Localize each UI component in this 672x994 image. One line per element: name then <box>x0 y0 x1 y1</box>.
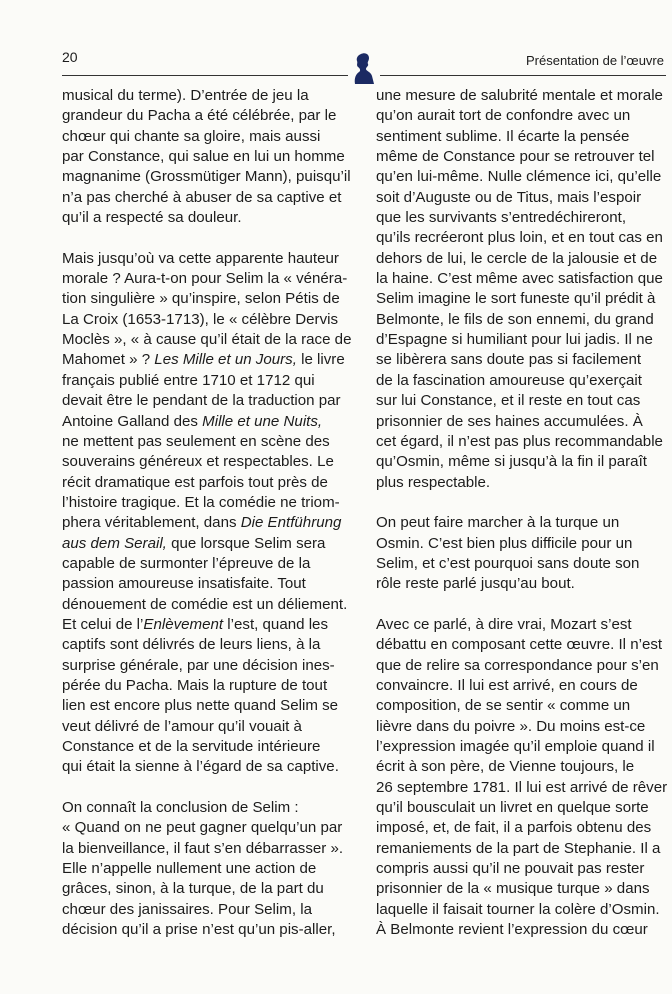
left-column-text-line <box>62 513 354 533</box>
left-column-text-line: qu’il a respecté sa douleur. <box>62 209 242 227</box>
italic-title: Mille et une Nuits, <box>202 412 323 430</box>
right-column-text-line: sur lui Constance, et il reste en tout cas <box>376 392 641 410</box>
left-column-text-line: passion amoureuse insatisfaite. Tout <box>62 575 306 593</box>
right-column-text-line: qu’Osmin, même si jusqu’à la fin il paraît <box>376 453 647 471</box>
right-column-text-line: composition, de se sentir « comme un <box>376 697 631 715</box>
right-column-text-line: se libèrera sans doute pas si facilement <box>376 351 642 369</box>
right-column-text-line: qu’il bousculait un livret en quelque sorte <box>376 799 649 817</box>
right-column-text-line: convaincre. Il lui est arrivé, en cours de <box>376 676 638 694</box>
right-column-text-line: À Belmonte revient l’expression du cœur <box>376 921 648 939</box>
right-column-text-line: prisonnier de ses haines accumulées. À <box>376 412 643 430</box>
left-column-text-line: surprise générale, par une décision ines- <box>62 656 335 674</box>
right-column-text-line: Avec ce parlé, à dire vrai, Mozart s’est <box>376 615 632 633</box>
right-column-text-line: écrit à son père, de Vienne toujours, le <box>376 758 635 776</box>
text-run: Antoine Galland des <box>62 412 203 430</box>
left-column-text-line: capable de surmonter l’épreuve de la <box>62 554 311 572</box>
right-column-text-line: sentiment sublime. Il écarte la pensée <box>376 127 630 145</box>
right-column-text-line: qu’ils recréeront plus loin, et en tout cas en <box>376 229 663 247</box>
left-column-text-line: La Croix (1653-1713), le « célèbre Dervis <box>62 310 339 328</box>
left-column-text-line <box>62 615 354 635</box>
running-head: Présentation de l’œuvre <box>525 53 664 68</box>
left-column-text-line: magnanime (Grossmütiger Mann), puisqu’il <box>62 168 351 186</box>
text-run: l’est, quand les <box>223 615 328 633</box>
right-column-text-line: débattu en composant cette œuvre. Il n’est <box>376 636 663 654</box>
right-column-text-line: que de relire sa correspondance pour s’en <box>376 656 659 674</box>
left-column-text-line: Mais jusqu’où va cette apparente hauteur <box>62 249 339 267</box>
right-column-text-line: 26 septembre 1781. Il lui est arrivé de rêver <box>376 778 668 796</box>
left-column-text-line: captifs sont délivrés de leurs liens, à la <box>62 636 321 654</box>
left-column-text-line: morale ? Aura-t-on pour Selim la « vénéra- <box>62 270 348 288</box>
left-column-text-line: veut délivré de l’amour qu’il vouait à <box>62 717 302 735</box>
publisher-bust-logo-icon <box>352 52 376 86</box>
left-column-text-line: dénouement de comédie est un déliement. <box>62 595 348 613</box>
right-column-text-line: la haine. C’est même avec satisfaction que <box>376 270 663 288</box>
left-column-text-line: qui était la sienne à l’égard de sa captive. <box>62 758 339 776</box>
right-column-text-line: de la fascination amoureuse qu’exerçait <box>376 371 642 389</box>
italic-title: Les Mille et un Jours, <box>154 351 297 369</box>
right-column-text-line: soit d’Auguste ou de Titus, mais l’espoir <box>376 188 642 206</box>
left-column-text-line: tion singulière » qu’inspire, selon Pétis de <box>62 290 340 308</box>
text-run: le livre <box>296 351 345 369</box>
text-run: Et celui de l’ <box>62 615 144 633</box>
right-column-text-line: compris aussi qu’il ne pouvait pas rester <box>376 860 645 878</box>
left-column-text-line: français publié entre 1710 et 1712 qui <box>62 371 315 389</box>
right-column-text-line: Belmonte, le fils de son ennemi, du grand <box>376 310 654 328</box>
left-column <box>62 86 354 940</box>
right-column-text-line: qu’en lui-même. Nulle clémence ici, qu’elle <box>376 168 662 186</box>
left-column-text-line: décision qu’il a prise n’est qu’un pis-aller, <box>62 921 336 939</box>
text-run: que lorsque Selim sera <box>166 534 326 552</box>
right-column-text-line: cet égard, il n’est pas plus recommandable <box>376 432 663 450</box>
right-column-text-line: dehors de lui, le cercle de la jalousie et de <box>376 249 658 267</box>
text-run: Mahomet » ? <box>62 351 155 369</box>
left-column-text-line: récit dramatique est parfois tout près de <box>62 473 328 491</box>
italic-title: aus dem Serail, <box>62 534 167 552</box>
left-column-text-line: n’a pas cherché à abuser de sa captive et <box>62 188 342 206</box>
left-column-text-line: « Quand on ne peut gagner quelqu’un par <box>62 819 343 837</box>
right-column-text-line: qu’on aurait tort de confondre avec un <box>376 107 631 125</box>
paragraph-gap <box>62 778 354 798</box>
left-column-text-line: chœur des janissaires. Pour Selim, la <box>62 900 312 918</box>
right-column-text-line: remaniements de la part de Stephanie. Il a <box>376 839 661 857</box>
right-column-text-line: On peut faire marcher à la turque un <box>376 514 620 532</box>
header-rule-left <box>62 75 348 76</box>
left-column-text-line: Moclès », « à cause qu’il était de la race de <box>62 331 352 349</box>
right-column-text-line: Selim imagine le sort funeste qu’il prédit à <box>376 290 656 308</box>
paragraph-gap <box>376 595 672 615</box>
right-column-text-line: Osmin. C’est bien plus difficile pour un <box>376 534 633 552</box>
left-column-text-line: l’histoire tragique. Et la comédie ne triom- <box>62 493 340 511</box>
right-column-text-line: Selim, et c’est pourquoi sans doute son <box>376 554 640 572</box>
left-column-text-line: souverains généreux et respectables. Le <box>62 453 334 471</box>
left-column-text-line: Elle n’appelle nullement une action de <box>62 860 317 878</box>
left-column-text-line <box>62 412 354 432</box>
left-column-text-line: lien est encore plus nette quand Selim se <box>62 697 339 715</box>
right-column-text-line: prisonnier de la « musique turque » dans <box>376 880 650 898</box>
left-column-text-line: devait être le pendant de la traduction par <box>62 392 341 410</box>
right-column-text-line: plus respectable. <box>376 473 491 491</box>
right-column-text-line: laquelle il faisait tourner la colère d’Osmin. <box>376 900 660 918</box>
right-column-text-line: une mesure de salubrité mentale et morale <box>376 87 663 104</box>
paragraph-gap <box>62 228 354 248</box>
right-column-text-line: rôle reste parlé jusqu’au bout. <box>376 575 575 593</box>
text-run: phera véritablement, dans <box>62 514 241 532</box>
left-column-text-line: grâces, sinon, à la turque, de la part du <box>62 880 324 898</box>
italic-title: Die Entführung <box>240 514 342 532</box>
left-column-text-line: musical du terme). D’entrée de jeu la <box>62 87 309 104</box>
right-column-text-line: d’Espagne si humiliant pour lui jadis. Il ne <box>376 331 653 349</box>
header-rule-right <box>380 75 666 76</box>
left-column-text-line: ne mettent pas seulement en scène des <box>62 432 330 450</box>
left-column-text-line: chœur qui chante sa gloire, mais aussi <box>62 127 321 145</box>
right-column-text-line: l’expression imagée qu’il emploie quand il <box>376 738 655 755</box>
left-column-text-line: grandeur du Pacha a été célébrée, par le <box>62 107 337 125</box>
right-column-text-line: que les survivants s’entredéchireront, <box>376 209 627 227</box>
left-column-text-line: pérée du Pacha. Mais la rupture de tout <box>62 676 328 694</box>
left-column-text-line: Constance et de la servitude intérieure <box>62 738 321 755</box>
left-column-text-line: la bienveillance, il faut s’en débarrasser ». <box>62 839 344 857</box>
right-column-text-line: même de Constance pour se retrouver tel <box>376 148 655 166</box>
right-column <box>376 86 672 940</box>
right-column-text-line: imposé, et, de fait, il a parfois obtenu des <box>376 819 652 837</box>
left-column-text-line <box>62 534 354 554</box>
page-number: 20 <box>62 49 78 65</box>
left-column-text-line: par Constance, qui salue en lui un homme <box>62 148 345 166</box>
right-column-text-line: lièvre dans du poivre ». Du moins est-ce <box>376 717 646 735</box>
left-column-text-line <box>62 350 354 370</box>
left-column-text-line: On connaît la conclusion de Selim : <box>62 799 299 817</box>
italic-title: Enlèvement <box>143 615 224 633</box>
paragraph-gap <box>376 493 672 513</box>
